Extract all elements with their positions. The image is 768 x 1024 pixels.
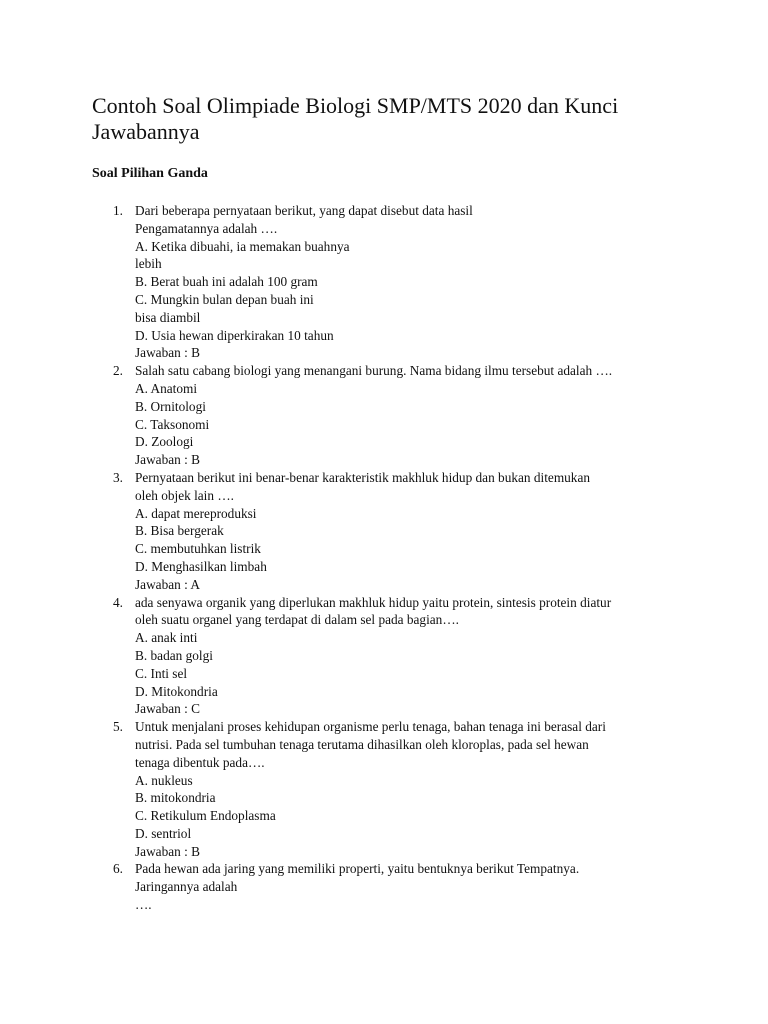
- question-line: Jawaban : C: [135, 701, 200, 717]
- question-number: 1.: [113, 203, 123, 218]
- question-line: C. Taksonomi: [135, 416, 210, 432]
- section-heading: Soal Pilihan Ganda: [92, 166, 208, 181]
- question-line: Salah satu cabang biologi yang menangani burung. Nama bidang ilmu tersebut adalah ….: [135, 363, 613, 379]
- question-number: 6.: [113, 861, 123, 877]
- question-line: D. sentriol: [135, 825, 192, 841]
- question-line: C. membutuhkan listrik: [135, 541, 261, 557]
- question-line: ….: [135, 897, 152, 913]
- question-line: Jawaban : A: [135, 576, 200, 592]
- question-line: A. nukleus: [135, 772, 193, 788]
- question-line: ada senyawa organik yang diperlukan makhluk hidup yaitu protein, sintesis protein diatur: [135, 594, 612, 610]
- question-line: Jaringannya adalah: [135, 879, 238, 895]
- question-number: 5.: [113, 719, 123, 735]
- page-title: Contoh Soal Olimpiade Biologi SMP/MTS 2020 dan Kunci Jawabannya: [92, 93, 619, 144]
- question-line: B. mitokondria: [135, 790, 216, 806]
- question-line: Dari beberapa pernyataan berikut, yang dapat disebut data hasil: [135, 203, 473, 218]
- question-line: Untuk menjalani proses kehidupan organisme perlu tenaga, bahan tenaga ini berasal dari: [135, 719, 606, 735]
- question-number: 4.: [113, 594, 123, 610]
- question-item: [0, 860, 695, 913]
- question-line: D. Mitokondria: [135, 683, 218, 699]
- question-line: C. Retikulum Endoplasma: [135, 808, 276, 824]
- question-item: [0, 718, 695, 860]
- question-number: 3.: [113, 469, 123, 485]
- question-line: A. Ketika dibuahi, ia memakan buahnya: [135, 238, 350, 254]
- question-item: [0, 362, 695, 469]
- question-item: [0, 202, 695, 362]
- question-line: oleh objek lain ….: [135, 487, 234, 503]
- question-line: Pengamatannya adalah ….: [135, 220, 278, 236]
- question-list: [0, 202, 768, 914]
- question-line: D. Menghasilkan limbah: [135, 558, 267, 574]
- question-line: tenaga dibentuk pada….: [135, 754, 265, 770]
- question-line: oleh suatu organel yang terdapat di dalam sel pada bagian….: [135, 612, 459, 628]
- question-line: A. Anatomi: [135, 380, 198, 396]
- question-line: C. Inti sel: [135, 665, 188, 681]
- question-item: [0, 469, 695, 594]
- question-line: D. Usia hewan diperkirakan 10 tahun: [135, 327, 334, 343]
- question-line: B. Berat buah ini adalah 100 gram: [135, 274, 318, 290]
- question-line: A. dapat mereproduksi: [135, 505, 257, 521]
- question-line: Pernyataan berikut ini benar-benar karakteristik makhluk hidup dan bukan ditemukan: [135, 469, 591, 485]
- question-line: bisa diambil: [135, 309, 201, 325]
- question-line: B. Ornitologi: [135, 398, 206, 414]
- question-line: Jawaban : B: [135, 345, 200, 361]
- question-line: lebih: [135, 256, 162, 272]
- question-line: nutrisi. Pada sel tumbuhan tenaga terutama dihasilkan oleh kloroplas, pada sel hewan: [135, 736, 589, 752]
- question-line: B. Bisa bergerak: [135, 523, 224, 539]
- question-item: [0, 594, 695, 719]
- question-line: B. badan golgi: [135, 647, 213, 663]
- question-number: 2.: [113, 363, 123, 379]
- question-line: Jawaban : B: [135, 452, 200, 468]
- question-line: C. Mungkin bulan depan buah ini: [135, 291, 314, 307]
- question-line: A. anak inti: [135, 630, 198, 646]
- question-line: D. Zoologi: [135, 434, 194, 450]
- question-line: Pada hewan ada jaring yang memiliki properti, yaitu bentuknya berikut Tempatnya.: [135, 861, 580, 877]
- question-line: Jawaban : B: [135, 843, 200, 859]
